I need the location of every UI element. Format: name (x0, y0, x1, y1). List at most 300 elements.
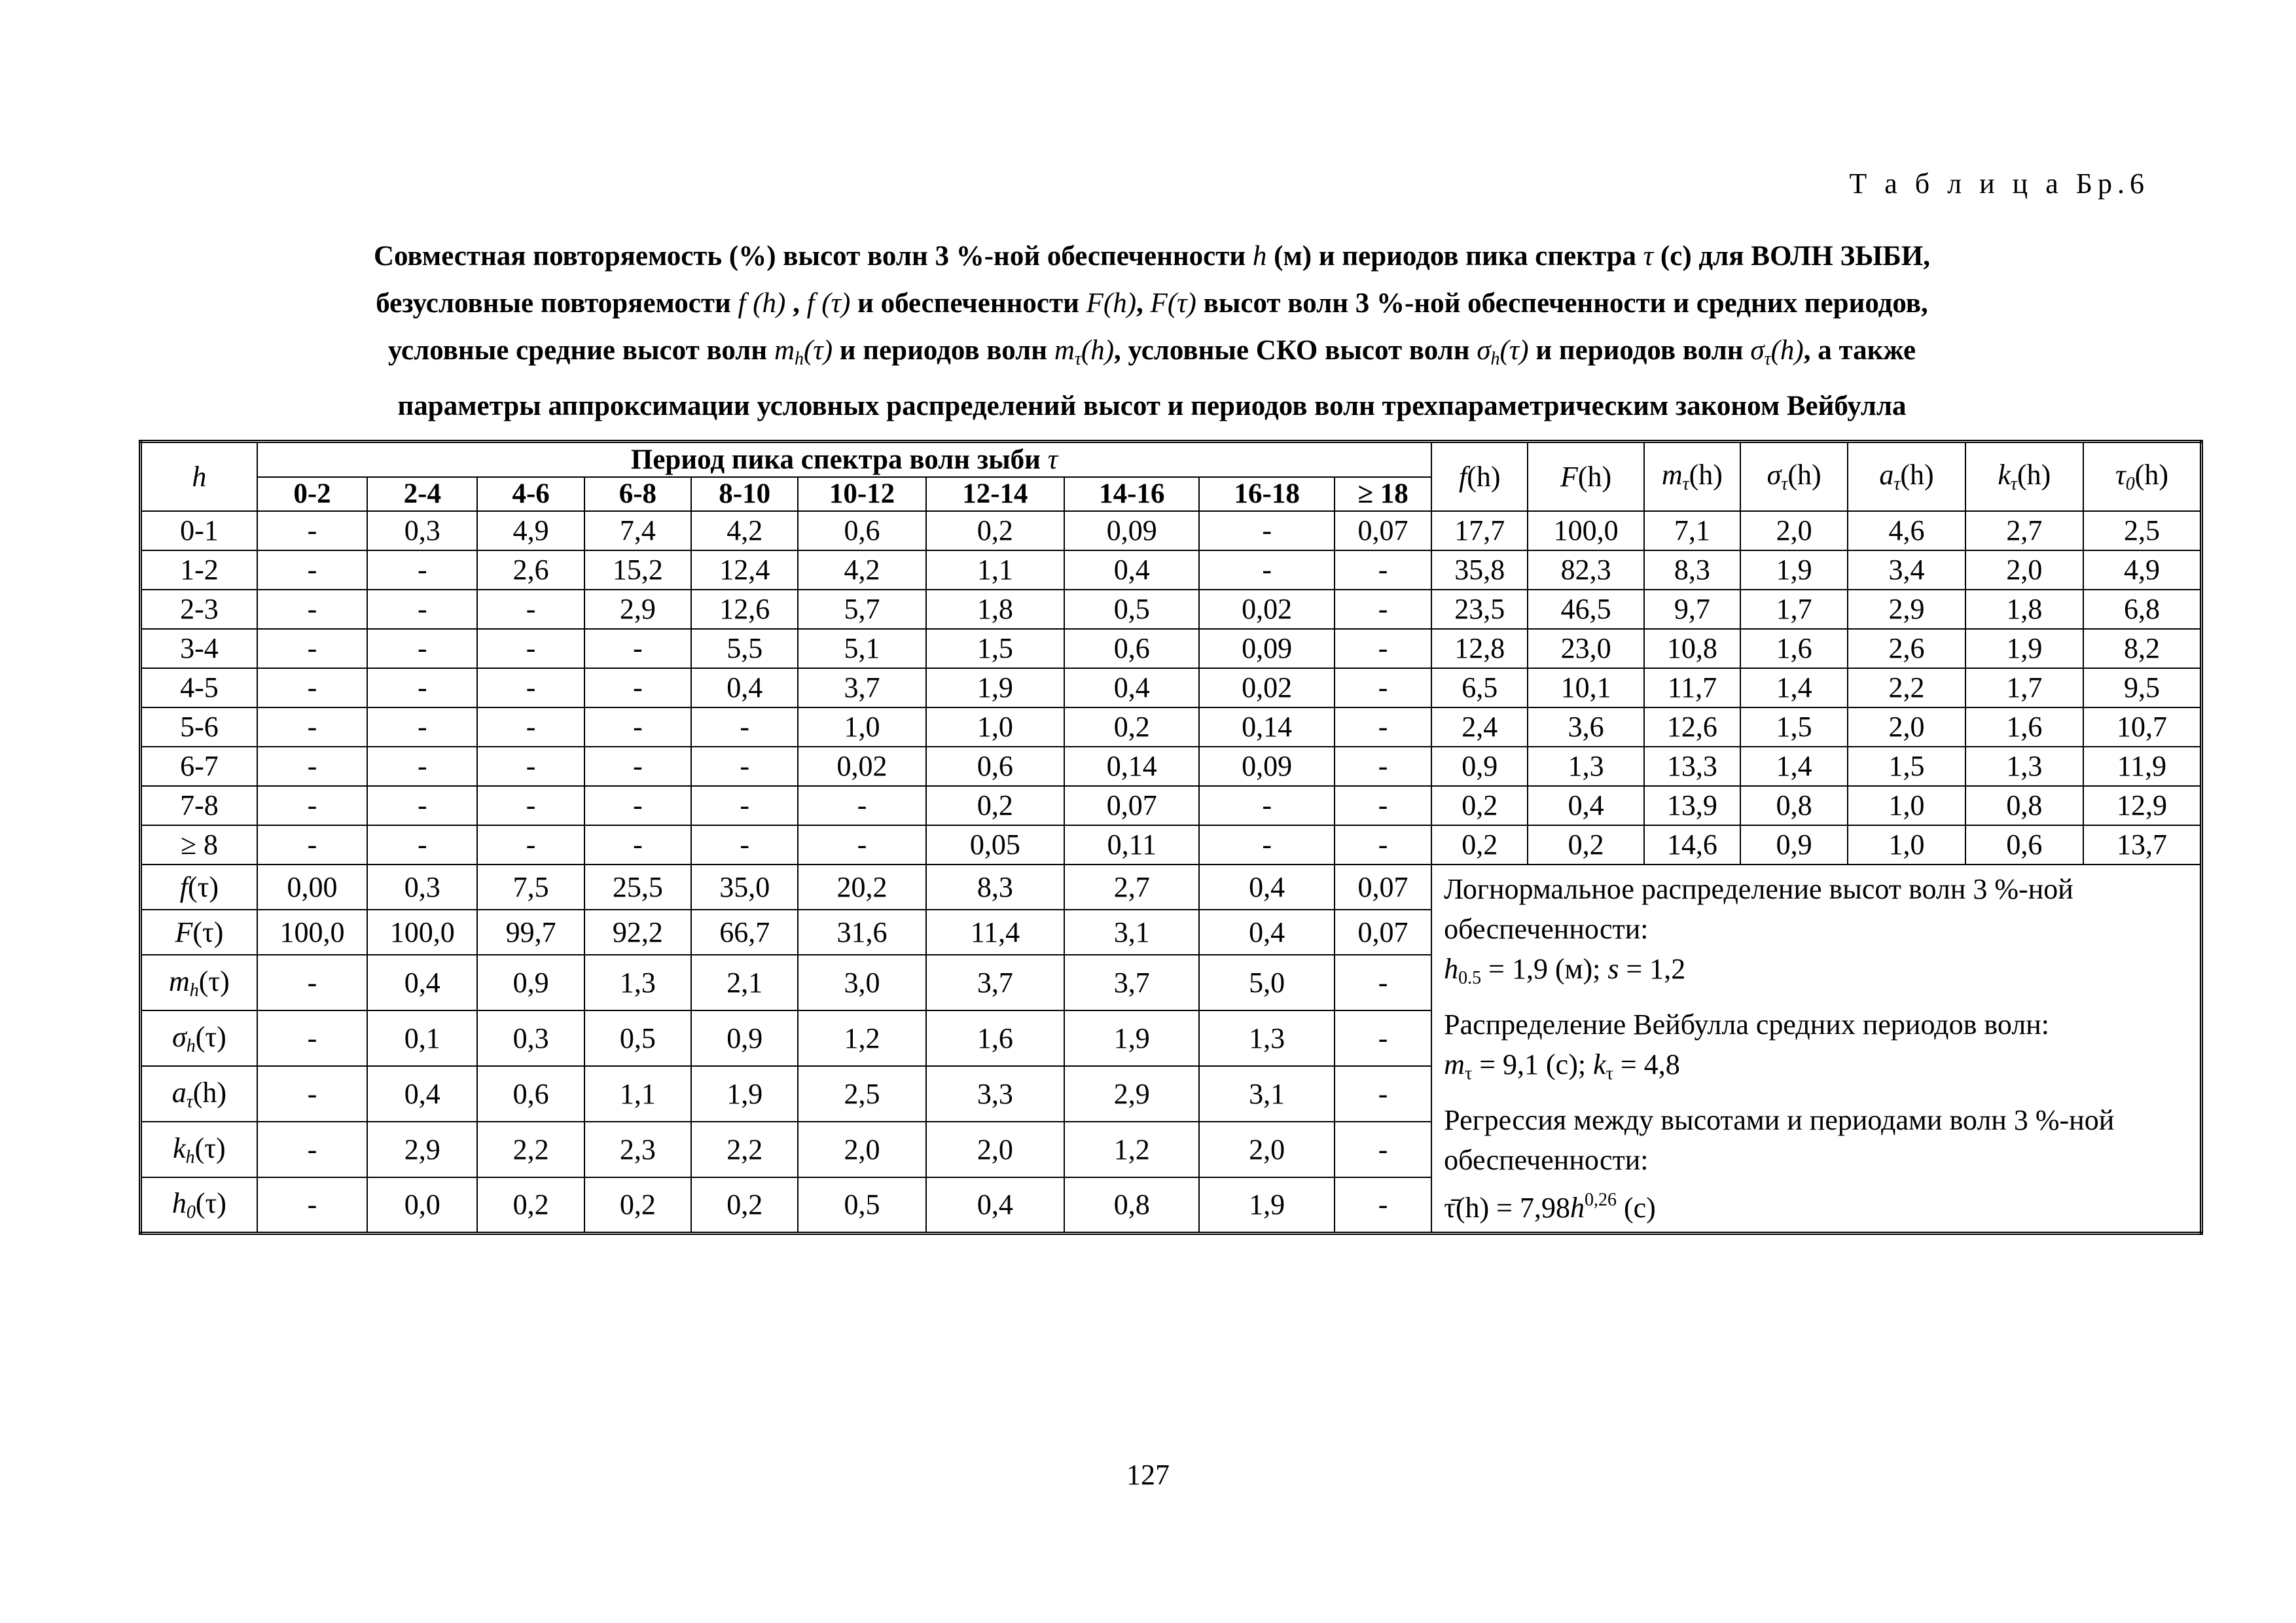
symbol-arg: (h) (192, 1076, 227, 1109)
period-bin-header: 0-2 (257, 477, 367, 511)
height-row (141, 550, 2202, 590)
height-stat-cell: 9,7 (1644, 590, 1740, 629)
period-stat-cell: 1,3 (584, 955, 691, 1010)
frequency-cell: - (584, 825, 691, 865)
symbol-base: k (173, 1132, 186, 1164)
symbol (1459, 461, 1501, 493)
period-stat-cell: - (1335, 955, 1431, 1010)
period-stat-cell: 25,5 (584, 865, 691, 910)
height-stat-cell: 2,0 (1965, 550, 2083, 590)
frequency-cell: - (584, 668, 691, 707)
weibull-heading: Распределение Вейбулла средних периодов волн: (1444, 1008, 2049, 1041)
frequency-cell: - (1335, 825, 1431, 865)
title-symbol: f (τ) (806, 288, 851, 319)
period-stat-cell: 20,2 (798, 865, 925, 910)
symbol-base: m (774, 335, 795, 366)
stat-column-header (1965, 442, 2083, 511)
period-stat-cell: 0,9 (477, 955, 584, 1010)
symbol (180, 871, 219, 903)
frequency-cell: 1,5 (926, 629, 1064, 668)
symbol-arg: (h) (1081, 335, 1115, 366)
title-symbol (1477, 335, 1529, 369)
height-stat-cell: 0,9 (1431, 747, 1528, 786)
title-text: , (1136, 288, 1151, 319)
formula-symbol: h (1570, 1191, 1585, 1224)
period-stat-cell: 2,0 (926, 1122, 1064, 1177)
symbol-base: σ (172, 1020, 187, 1053)
height-row (141, 668, 2202, 707)
height-stat-cell: 1,6 (1965, 707, 2083, 747)
param-symbol: h (1444, 952, 1459, 985)
title-text: и периодов волн (1528, 335, 1751, 366)
frequency-cell: 0,5 (1064, 590, 1199, 629)
param-sub: 0.5 (1458, 967, 1482, 988)
symbol (169, 965, 230, 1001)
symbol-sub: h (186, 1035, 196, 1056)
period-stat-cell: 0,8 (1064, 1177, 1199, 1233)
stat-column-header (1848, 442, 1965, 511)
frequency-cell: 0,2 (926, 511, 1064, 550)
symbol-arg: (h) (1467, 460, 1501, 493)
height-stat-cell: 0,6 (1965, 825, 2083, 865)
height-stat-cell: 11,9 (2083, 747, 2202, 786)
period-stat-cell: 8,3 (926, 865, 1064, 910)
height-stat-cell: 2,9 (1848, 590, 1965, 629)
period-stat-cell: 2,5 (798, 1066, 925, 1122)
height-stat-cell: 82,3 (1528, 550, 1643, 590)
frequency-cell: - (477, 590, 584, 629)
frequency-cell: 0,4 (1064, 550, 1199, 590)
symbol (1560, 461, 1611, 493)
symbol-base: F (175, 916, 193, 948)
symbol-sub: h (1490, 349, 1500, 369)
period-stat-cell: 1,1 (584, 1066, 691, 1122)
title-text: (с) для ВОЛН ЗЫБИ, (1653, 241, 1931, 272)
stat-column-header (1740, 442, 1848, 511)
symbol-sub: τ (1764, 349, 1771, 369)
period-stat-cell: 2,0 (798, 1122, 925, 1177)
stat-column-header (1431, 442, 1528, 511)
height-stat-cell: 4,9 (2083, 550, 2202, 590)
symbol-arg: (h) (1900, 459, 1934, 491)
height-range-label: 4-5 (141, 668, 257, 707)
frequency-cell: - (1199, 511, 1334, 550)
frequency-cell: 0,09 (1199, 629, 1334, 668)
height-stat-cell: 100,0 (1528, 511, 1643, 550)
period-stat-cell: 1,2 (798, 1010, 925, 1066)
param-sub: τ (1464, 1063, 1473, 1084)
height-stat-cell: 0,2 (1528, 825, 1643, 865)
period-bin-header: 8-10 (691, 477, 798, 511)
height-stat-cell: 1,0 (1848, 825, 1965, 865)
title-symbol (1054, 335, 1115, 369)
height-stat-cell: 13,3 (1644, 747, 1740, 786)
frequency-cell: 4,2 (691, 511, 798, 550)
height-stat-cell: 8,3 (1644, 550, 1740, 590)
lognormal-params (1444, 949, 2188, 998)
period-stat-cell: 0,4 (1199, 865, 1334, 910)
symbol (1661, 459, 1723, 495)
height-stat-cell: 4,6 (1848, 511, 1965, 550)
period-stat-cell: 0,2 (584, 1177, 691, 1233)
title-line-4: параметры аппроксимации условных распределений высот и периодов волн трехпараметрическим законом Вейбулла (397, 391, 1907, 421)
period-stat-cell: - (1335, 1177, 1431, 1233)
period-stat-cell: 99,7 (477, 910, 584, 955)
period-stat-cell: 2,3 (584, 1122, 691, 1177)
period-stat-label (141, 1122, 257, 1177)
height-stat-cell: 0,2 (1431, 825, 1528, 865)
symbol-base: σ (1767, 459, 1782, 491)
period-stat-cell: 3,7 (1064, 955, 1199, 1010)
frequency-cell: 2,6 (477, 550, 584, 590)
frequency-cell: - (367, 550, 477, 590)
height-stat-cell: 11,7 (1644, 668, 1740, 707)
distribution-notes (1431, 865, 2201, 1234)
period-stat-cell: 2,9 (367, 1122, 477, 1177)
frequency-cell: - (691, 707, 798, 747)
title-symbol: τ (1643, 241, 1654, 272)
height-stat-cell: 13,9 (1644, 786, 1740, 825)
frequency-cell: 0,09 (1199, 747, 1334, 786)
period-stat-cell: 3,1 (1064, 910, 1199, 955)
symbol-base: m (1661, 459, 1683, 491)
period-stat-label (141, 1066, 257, 1122)
symbol-arg: (τ) (194, 1132, 226, 1164)
period-stat-cell: 0,4 (926, 1177, 1064, 1233)
height-stat-cell: 46,5 (1528, 590, 1643, 629)
title-text: , условные СКО высот волн (1114, 335, 1477, 366)
period-stat-cell: 0,3 (477, 1010, 584, 1066)
title-text: и периодов волн (833, 335, 1054, 366)
symbol (175, 916, 223, 948)
title-line-3 (157, 327, 2147, 383)
height-stat-cell: 2,4 (1431, 707, 1528, 747)
height-range-label: 1-2 (141, 550, 257, 590)
period-stat-cell: - (1335, 1066, 1431, 1122)
frequency-cell: - (691, 786, 798, 825)
period-stat-cell: 3,1 (1199, 1066, 1334, 1122)
period-stat-cell: 31,6 (798, 910, 925, 955)
height-stat-cell: 17,7 (1431, 511, 1528, 550)
title-text: (м) и периодов пика спектра (1266, 241, 1643, 272)
height-stat-cell: 1,3 (1528, 747, 1643, 786)
wave-statistics-table (139, 440, 2203, 1235)
symbol-arg: (h) (1689, 459, 1723, 491)
height-stat-cell: 1,4 (1740, 747, 1848, 786)
height-stat-cell: 1,6 (1740, 629, 1848, 668)
symbol-sub: τ (1074, 349, 1081, 369)
height-stat-cell: 12,6 (1644, 707, 1740, 747)
frequency-cell: 3,7 (798, 668, 925, 707)
frequency-cell: - (257, 747, 367, 786)
frequency-cell: 1,9 (926, 668, 1064, 707)
frequency-cell: - (1335, 707, 1431, 747)
symbol-arg: (τ) (195, 1186, 226, 1219)
param-value: = 1,9 (м); (1481, 952, 1608, 985)
frequency-cell: 0,4 (691, 668, 798, 707)
frequency-cell: - (1199, 786, 1334, 825)
height-stat-cell: 2,7 (1965, 511, 2083, 550)
param-symbol: m (1444, 1048, 1465, 1080)
symbol-sub: h (185, 1147, 195, 1168)
symbol-base: f (179, 870, 188, 903)
frequency-cell: - (367, 825, 477, 865)
symbol-base: k (1998, 459, 2011, 491)
height-stat-cell: 1,4 (1740, 668, 1848, 707)
period-stat-cell: 1,9 (1199, 1177, 1334, 1233)
period-stat-cell: 3,3 (926, 1066, 1064, 1122)
title-text: высот волн 3 %-ной обеспеченности и средних периодов, (1196, 288, 1928, 319)
title-symbol (774, 335, 833, 369)
param-symbol: s (1607, 952, 1619, 985)
symbol-base: τ (2115, 459, 2126, 491)
frequency-cell: - (367, 707, 477, 747)
symbol (172, 1020, 226, 1056)
title-symbol: F(h) (1086, 288, 1137, 319)
frequency-cell: - (257, 786, 367, 825)
height-stat-cell: 10,7 (2083, 707, 2202, 747)
symbol-arg: (τ) (804, 335, 833, 366)
table-label: Т а б л и ц а Бр.6 (1849, 168, 2149, 200)
height-stat-cell: 9,5 (2083, 668, 2202, 707)
height-stat-cell: 2,5 (2083, 511, 2202, 550)
stat-column-header (2083, 442, 2202, 511)
frequency-cell: - (367, 786, 477, 825)
period-stat-cell: 92,2 (584, 910, 691, 955)
height-stat-cell: 2,0 (1740, 511, 1848, 550)
period-stat-label (141, 1010, 257, 1066)
title-text: условные средние высот волн (387, 335, 774, 366)
title-text: и обеспеченности (850, 288, 1086, 319)
period-stat-cell: 66,7 (691, 910, 798, 955)
frequency-cell: - (257, 590, 367, 629)
symbol-base: F (1560, 460, 1578, 493)
frequency-cell: 12,6 (691, 590, 798, 629)
symbol-arg: (h) (2134, 459, 2169, 491)
frequency-cell: - (257, 550, 367, 590)
frequency-cell: 0,02 (798, 747, 925, 786)
period-stat-cell: 2,9 (1064, 1066, 1199, 1122)
param-value: = 9,1 (с); (1472, 1048, 1594, 1080)
title-line-2 (157, 280, 2147, 327)
period-stat-cell: - (1335, 1010, 1431, 1066)
period-bin-header: 14-16 (1064, 477, 1199, 511)
period-stat-cell: 0,1 (367, 1010, 477, 1066)
frequency-cell: - (584, 747, 691, 786)
frequency-cell: - (477, 668, 584, 707)
frequency-cell: - (477, 629, 584, 668)
height-range-label: 2-3 (141, 590, 257, 629)
period-stat-label (141, 865, 257, 910)
period-stat-cell: 0,3 (367, 865, 477, 910)
lognormal-heading: Логнормальное распределение высот волн 3 %-ной обеспеченности: (1444, 872, 2073, 945)
regression-formula (1444, 1180, 2188, 1228)
frequency-cell: 0,07 (1064, 786, 1199, 825)
period-bin-header: 10-12 (798, 477, 925, 511)
period-stat-cell: 0,00 (257, 865, 367, 910)
period-stat-cell: - (257, 955, 367, 1010)
height-stat-cell: 1,0 (1848, 786, 1965, 825)
period-stat-cell: - (257, 1122, 367, 1177)
period-stat-cell: 5,0 (1199, 955, 1334, 1010)
period-stat-cell: 11,4 (926, 910, 1064, 955)
symbol (1879, 459, 1934, 495)
height-stat-cell: 1,7 (1965, 668, 2083, 707)
height-stat-cell: 1,8 (1965, 590, 2083, 629)
symbol-arg: (τ) (188, 870, 219, 903)
height-stat-cell: 3,4 (1848, 550, 1965, 590)
frequency-cell: 5,5 (691, 629, 798, 668)
frequency-cell: - (1335, 747, 1431, 786)
symbol-sub: τ (1781, 474, 1788, 495)
symbol-base: a (171, 1076, 187, 1109)
frequency-cell: - (477, 707, 584, 747)
symbol-base: f (1459, 460, 1467, 493)
height-stat-cell: 0,8 (1740, 786, 1848, 825)
frequency-cell: 0,2 (1064, 707, 1199, 747)
symbol-sub: τ (1682, 474, 1689, 495)
frequency-cell: - (367, 747, 477, 786)
period-stat-cell: - (257, 1177, 367, 1233)
period-stat-cell: 0,4 (1199, 910, 1334, 955)
period-stat-cell: - (1335, 1122, 1431, 1177)
frequency-cell: - (367, 590, 477, 629)
frequency-cell: 0,11 (1064, 825, 1199, 865)
period-bin-header: 16-18 (1199, 477, 1334, 511)
period-stat-cell: 2,2 (477, 1122, 584, 1177)
group-header-symbol: τ (1047, 444, 1058, 475)
frequency-cell: - (798, 786, 925, 825)
height-stat-cell: 6,5 (1431, 668, 1528, 707)
symbol (171, 1186, 226, 1222)
height-row (141, 825, 2202, 865)
height-stat-cell: 13,7 (2083, 825, 2202, 865)
table-title (157, 233, 2147, 430)
period-stat-cell: 1,2 (1064, 1122, 1199, 1177)
frequency-cell: 7,4 (584, 511, 691, 550)
symbol-arg: (h) (1770, 335, 1804, 366)
height-row (141, 590, 2202, 629)
period-stat-cell: 0,6 (477, 1066, 584, 1122)
frequency-cell: 0,6 (1064, 629, 1199, 668)
height-stat-cell: 0,4 (1528, 786, 1643, 825)
symbol-arg: (h) (1577, 460, 1612, 493)
title-symbol: f (h) (738, 288, 786, 319)
frequency-cell: - (257, 825, 367, 865)
frequency-cell: - (257, 668, 367, 707)
symbol-arg: (τ) (195, 1020, 226, 1053)
symbol-arg: (τ) (192, 916, 224, 948)
symbol-arg: (h) (1787, 459, 1821, 491)
frequency-cell: - (1335, 786, 1431, 825)
frequency-cell: 0,14 (1064, 747, 1199, 786)
period-stat-cell: 35,0 (691, 865, 798, 910)
frequency-cell: - (257, 629, 367, 668)
height-stat-cell: 10,1 (1528, 668, 1643, 707)
symbol-sub: 0 (2125, 474, 2135, 495)
height-stat-cell: 14,6 (1644, 825, 1740, 865)
period-stat-cell: 7,5 (477, 865, 584, 910)
period-stat-row (141, 865, 2202, 910)
height-stat-cell: 2,0 (1848, 707, 1965, 747)
frequency-cell: 2,9 (584, 590, 691, 629)
frequency-cell: 1,1 (926, 550, 1064, 590)
height-stat-cell: 35,8 (1431, 550, 1528, 590)
frequency-cell: 0,09 (1064, 511, 1199, 550)
period-stat-cell: 1,6 (926, 1010, 1064, 1066)
symbol-arg: (h) (2017, 459, 2051, 491)
frequency-cell: - (691, 825, 798, 865)
page-number: 127 (1126, 1459, 1170, 1491)
symbol-base: σ (1750, 335, 1765, 366)
height-row (141, 707, 2202, 747)
frequency-cell: - (1199, 550, 1334, 590)
height-stat-cell: 1,5 (1740, 707, 1848, 747)
period-stat-cell: 2,1 (691, 955, 798, 1010)
param-symbol: k (1593, 1048, 1606, 1080)
symbol-sub: h (189, 980, 199, 1001)
title-text: безусловные повторяемости (376, 288, 738, 319)
period-bin-header: 2-4 (367, 477, 477, 511)
symbol-base: m (169, 965, 190, 997)
height-stat-cell: 1,9 (1965, 629, 2083, 668)
frequency-cell: - (477, 747, 584, 786)
period-stat-cell: 3,0 (798, 955, 925, 1010)
period-bin-header: 4-6 (477, 477, 584, 511)
title-symbol (1750, 335, 1804, 369)
period-stat-cell: 0,4 (367, 955, 477, 1010)
period-stat-cell: 2,7 (1064, 865, 1199, 910)
height-stat-cell: 2,2 (1848, 668, 1965, 707)
height-stat-cell: 2,6 (1848, 629, 1965, 668)
header-row (141, 442, 2202, 477)
frequency-cell: - (1335, 590, 1431, 629)
period-bin-header: 12-14 (926, 477, 1064, 511)
height-stat-cell: 1,7 (1740, 590, 1848, 629)
frequency-cell: - (1335, 550, 1431, 590)
frequency-cell: - (477, 825, 584, 865)
title-text: , (785, 288, 807, 319)
period-stat-cell: 100,0 (367, 910, 477, 955)
height-range-label: 6-7 (141, 747, 257, 786)
symbol (171, 1076, 227, 1112)
period-stat-cell: 0,2 (691, 1177, 798, 1233)
height-stat-cell: 1,3 (1965, 747, 2083, 786)
symbol-base: σ (1477, 335, 1491, 366)
frequency-cell: - (1335, 629, 1431, 668)
frequency-cell: 0,05 (926, 825, 1064, 865)
symbol-sub: h (795, 349, 804, 369)
period-bin-header: ≥ 18 (1335, 477, 1431, 511)
frequency-cell: - (584, 786, 691, 825)
weibull-params (1444, 1044, 2188, 1094)
frequency-cell: 5,7 (798, 590, 925, 629)
height-stat-cell: 12,9 (2083, 786, 2202, 825)
symbol (1998, 459, 2051, 495)
frequency-cell: - (584, 707, 691, 747)
symbol-base: h (171, 1186, 187, 1219)
period-stat-cell: - (257, 1066, 367, 1122)
frequency-cell: - (1335, 668, 1431, 707)
period-stat-cell: 2,0 (1199, 1122, 1334, 1177)
frequency-cell: - (257, 511, 367, 550)
frequency-cell: 0,02 (1199, 668, 1334, 707)
period-stat-cell: 1,9 (691, 1066, 798, 1122)
period-stat-cell: 0,9 (691, 1010, 798, 1066)
period-stat-cell: 1,3 (1199, 1010, 1334, 1066)
period-stat-cell: 0,4 (367, 1066, 477, 1122)
period-stat-cell: 3,7 (926, 955, 1064, 1010)
